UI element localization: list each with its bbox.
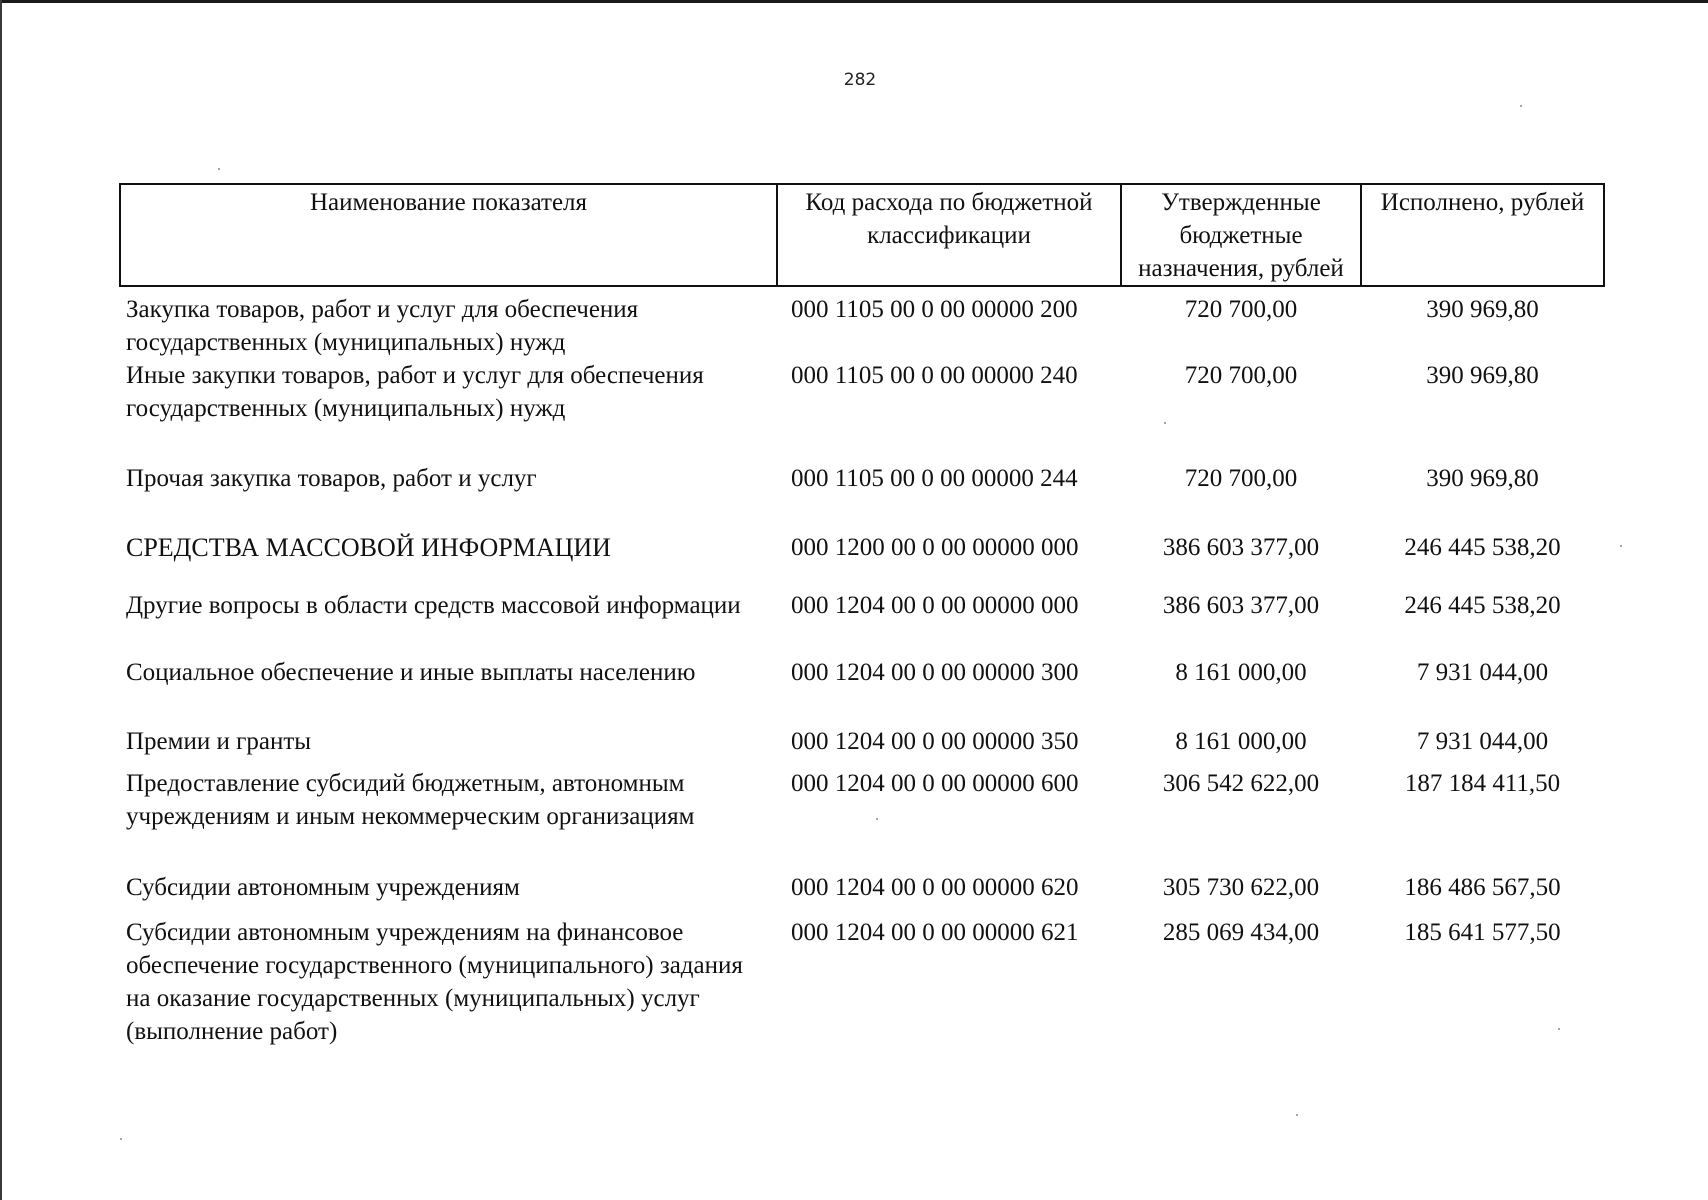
row-budget-code: 000 1204 00 0 00 00000 300 [791, 659, 1079, 686]
row-approved-amount: 306 542 622,00 [1162, 770, 1320, 797]
row-approved-amount: 720 700,00 [1184, 362, 1298, 389]
scan-speck [1558, 1028, 1560, 1030]
budget-table-container [119, 183, 1603, 1056]
table-body [120, 286, 1604, 1056]
row-approved-amount: 720 700,00 [1184, 296, 1298, 323]
row-budget-code: 000 1204 00 0 00 00000 600 [791, 770, 1079, 797]
row-executed-amount: 390 969,80 [1426, 296, 1539, 323]
row-approved-amount: 8 161 000,00 [1175, 728, 1307, 755]
row-budget-code: 000 1105 00 0 00 00000 240 [791, 362, 1078, 389]
row-approved-amount: 386 603 377,00 [1162, 534, 1320, 561]
row-approved-amount: 285 069 434,00 [1162, 919, 1320, 946]
table-row [120, 767, 1604, 871]
table-row [120, 589, 1604, 656]
table-row-section [120, 531, 1604, 589]
row-budget-code: 000 1204 00 0 00 00000 620 [791, 874, 1079, 901]
table-header [120, 184, 1604, 286]
row-executed-amount: 187 184 411,50 [1404, 770, 1561, 797]
row-indicator-name: Предоставление субсидий бюджетным, автономным учреждениям и иным некоммерческим организациям [126, 770, 695, 830]
scan-speck [1620, 545, 1622, 547]
row-budget-code: 000 1105 00 0 00 00000 244 [791, 465, 1078, 492]
row-indicator-name: СРЕДСТВА МАССОВОЙ ИНФОРМАЦИИ [126, 533, 611, 562]
row-approved-amount: 386 603 377,00 [1162, 592, 1320, 619]
row-approved-amount: 720 700,00 [1184, 465, 1298, 492]
row-executed-amount: 185 641 577,50 [1404, 919, 1561, 946]
row-budget-code: 000 1200 00 0 00 00000 000 [791, 534, 1079, 561]
header-executed-amount: Исполнено, рублей [1361, 184, 1604, 286]
table-header-row [120, 184, 1604, 286]
row-indicator-name: Закупка товаров, работ и услуг для обеспечения государственных (муниципальных) нужд [126, 296, 639, 356]
scan-speck [876, 818, 878, 820]
page-number: 282 [843, 70, 877, 90]
row-indicator-name: Субсидии автономным учреждениям [126, 874, 520, 901]
scan-speck [1520, 105, 1522, 107]
row-budget-code: 000 1204 00 0 00 00000 000 [791, 592, 1079, 619]
scan-border-left [0, 0, 2, 1200]
row-executed-amount: 246 445 538,20 [1404, 534, 1561, 561]
header-approved-amount: Утвержденные бюджетные назначения, рублей [1121, 184, 1361, 286]
row-indicator-name: Социальное обеспечение и иные выплаты населению [126, 659, 696, 686]
scan-speck [120, 1138, 122, 1140]
row-executed-amount: 246 445 538,20 [1404, 592, 1561, 619]
header-indicator-name: Наименование показателя [120, 184, 777, 286]
table-row [120, 462, 1604, 531]
scan-speck [218, 168, 220, 170]
row-executed-amount: 7 931 044,00 [1416, 728, 1549, 755]
row-indicator-name: Иные закупки товаров, работ и услуг для обеспечения государственных (муниципальных) нужд [126, 362, 704, 422]
row-executed-amount: 390 969,80 [1426, 362, 1539, 389]
table-row [120, 359, 1604, 462]
row-approved-amount: 8 161 000,00 [1175, 659, 1307, 686]
row-budget-code: 000 1204 00 0 00 00000 350 [791, 728, 1079, 755]
row-executed-amount: 390 969,80 [1426, 465, 1539, 492]
table-row [120, 871, 1604, 916]
table-row [120, 725, 1604, 767]
scan-speck [1164, 422, 1166, 424]
row-indicator-name: Другие вопросы в области средств массовой информации [126, 592, 741, 619]
row-indicator-name: Премии и гранты [126, 728, 312, 755]
budget-execution-table [119, 183, 1605, 1056]
row-budget-code: 000 1105 00 0 00 00000 200 [791, 296, 1078, 323]
table-row [120, 916, 1604, 1056]
header-budget-code: Код расхода по бюджетной классификации [777, 184, 1121, 286]
row-indicator-name: Субсидии автономным учреждениям на финансовое обеспечение государственного (муниципального) задания на оказание государственных (муниципальных) услуг (выполнение работ) [126, 919, 743, 1045]
scan-speck [1296, 1114, 1298, 1116]
row-budget-code: 000 1204 00 0 00 00000 621 [791, 919, 1079, 946]
row-approved-amount: 305 730 622,00 [1162, 874, 1320, 901]
row-executed-amount: 186 486 567,50 [1404, 874, 1561, 901]
table-row [120, 286, 1604, 359]
row-indicator-name: Прочая закупка товаров, работ и услуг [126, 465, 537, 492]
scan-border-top [0, 0, 1708, 3]
row-executed-amount: 7 931 044,00 [1416, 659, 1549, 686]
table-row [120, 656, 1604, 725]
